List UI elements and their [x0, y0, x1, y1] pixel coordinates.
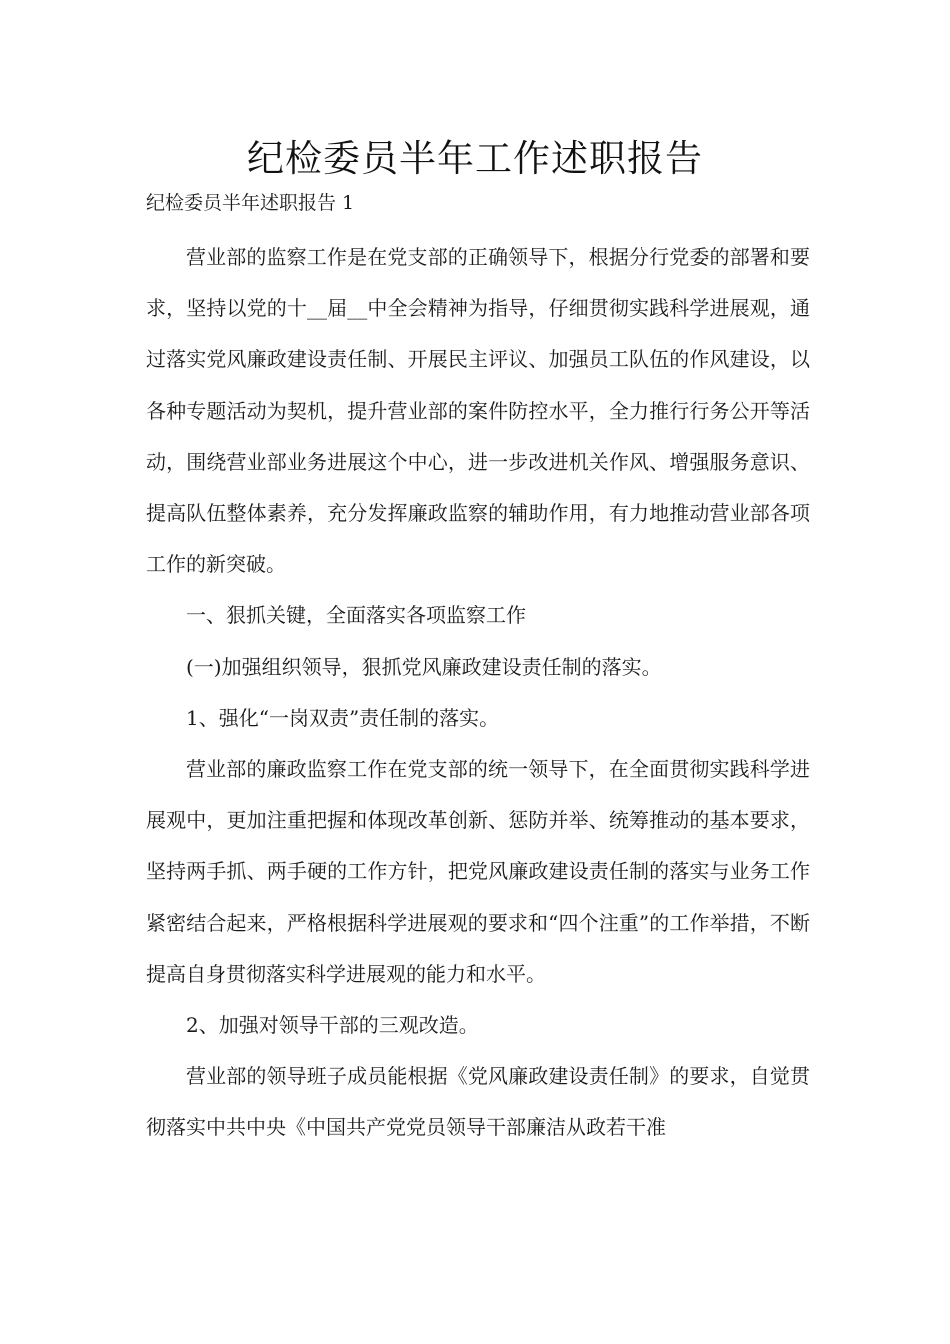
- document-title: 纪检委员半年工作述职报告: [247, 137, 703, 180]
- item-heading-1: 1、强化“一岗双责”责任制的落实。: [186, 705, 500, 730]
- paragraph-item-2: 营业部的领导班子成员能根据《党风廉政建设责任制》的要求，自觉贯彻落实中共中央《中国共产党党员领导干部廉洁从政若干准: [146, 1064, 810, 1140]
- paragraph-intro: 营业部的监察工作是在党支部的正确领导下，根据分行党委的部署和要求，坚持以党的十__届__中全会精神为指导，仔细贯彻实践科学进展观，通过落实党风廉政建设责任制、开展民主评议、加强员工队伍的作风建设，以各种专题活动为契机，提升营业部的案件防控水平，全力推行行务公开等活动，围绕营业部业务进展这个中心，进一步改进机关作风、增强服务意识、提高队伍整体素养，充分发挥廉政监察的辅助作用，有力地推动营业部各项工作的新突破。: [146, 245, 810, 577]
- paragraph-item-1: 营业部的廉政监察工作在党支部的统一领导下，在全面贯彻实践科学进展观中，更加注重把握和体现改革创新、惩防并举、统筹推动的基本要求，坚持两手抓、两手硬的工作方针，把党风廉政建设责任制的落实与业务工作紧密结合起来，严格根据科学进展观的要求和“四个注重”的工作举措，不断提高自身贯彻落实科学进展观的能力和水平。: [146, 757, 810, 986]
- document-subtitle: 纪检委员半年述职报告 1: [146, 192, 355, 214]
- section-heading-1: 一、狠抓关键，全面落实各项监察工作: [186, 603, 526, 628]
- document-body: [146, 232, 810, 1154]
- item-heading-2: 2、加强对领导干部的三观改造。: [186, 1013, 479, 1038]
- subsection-heading-1: (一)加强组织领导，狠抓党风廉政建设责任制的落实。: [186, 654, 662, 679]
